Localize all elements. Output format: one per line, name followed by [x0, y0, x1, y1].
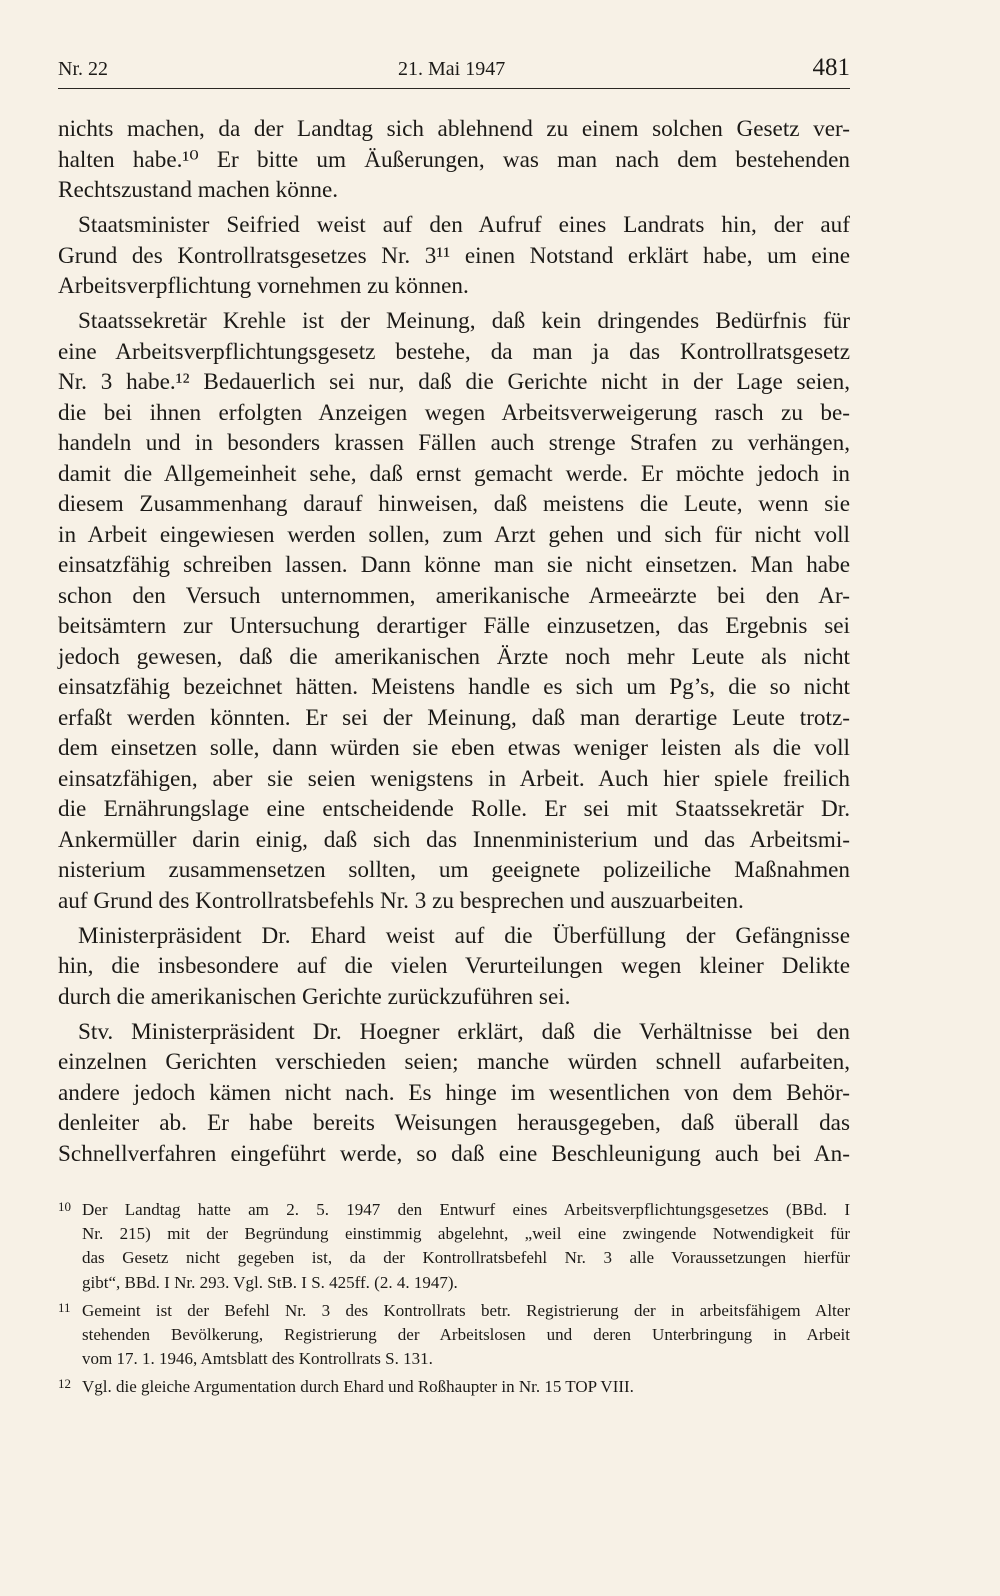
text-line: Schnellverfahren eingeführt werde, so daß eine Beschleunigung auch bei An-: [58, 1140, 850, 1167]
footnote-line: Der Landtag hatte am 2. 5. 1947 den Entwurf eines Arbeitsverpflichtungsgesetzes (BBd. I: [82, 1200, 850, 1219]
footnote: [58, 1299, 850, 1372]
body-text: [58, 114, 850, 1169]
footnote: [58, 1198, 850, 1295]
text-line: hin, die insbesondere auf die vielen Verurteilungen wegen kleiner Delikte: [58, 953, 850, 979]
text-line: in Arbeit eingewiesen werden sollen, zum Arzt gehen und sich für nicht voll: [58, 521, 850, 548]
header-date: 21. Mai 1947: [398, 58, 506, 80]
text-line: beitsämtern zur Untersuchung derartiger Fälle einzusetzen, das Ergebnis sei: [58, 613, 850, 639]
text-line: einsatzfähigen, aber sie seien wenigstens in Arbeit. Auch hier spiele freilich: [58, 765, 850, 792]
text-line: einzelnen Gerichten verschieden seien; manche würden schnell aufarbeiten,: [58, 1049, 850, 1075]
footnote-line: Gemeint ist der Befehl Nr. 3 des Kontrollrats betr. Registrierung der in arbeitsfähigem Alter: [82, 1300, 850, 1320]
footnote-line: gibt“, BBd. I Nr. 293. Vgl. StB. I S. 425ff. (2. 4. 1947).: [82, 1272, 458, 1292]
footnote-number: 11: [58, 1299, 71, 1315]
text-line: einsatzfähig bezeichnet hätten. Meistens handle es sich um Pg’s, die so nicht: [58, 674, 850, 700]
text-line: diesem Zusammenhang darauf hinweisen, daß meistens die Leute, wenn sie: [58, 491, 850, 517]
text-line: Arbeitsverpflichtung vornehmen zu können.: [58, 273, 469, 299]
page-number: 481: [812, 54, 850, 81]
header-rule: [58, 88, 850, 89]
text-line: denleiter ab. Er habe bereits Weisungen herausgegeben, daß überall das: [58, 1110, 850, 1136]
text-line: die bei ihnen erfolgten Anzeigen wegen Arbeitsverweigerung rasch zu be-: [58, 399, 850, 426]
running-header: [58, 48, 850, 88]
text-line: andere jedoch kämen nicht nach. Es hinge im wesentlichen von dem Behör-: [58, 1079, 850, 1106]
text-line: dem einsetzen solle, dann würden sie eben etwas weniger leisten als die voll: [58, 735, 850, 761]
footnote: [58, 1375, 850, 1399]
text-line: Grund des Kontrollratsgesetzes Nr. 3¹¹ einen Notstand erklärt habe, um eine: [58, 242, 850, 269]
text-line: Staatssekretär Krehle ist der Meinung, daß kein dringendes Bedürfnis für: [78, 308, 850, 334]
text-line: durch die amerikanischen Gerichte zurückzuführen sei.: [58, 983, 571, 1010]
text-line: halten habe.¹⁰ Er bitte um Äußerungen, was man nach dem bestehenden: [58, 146, 850, 173]
text-line: die Ernährungslage eine entscheidende Rolle. Er sei mit Staatssekretär Dr.: [58, 796, 850, 822]
footnote-line: vom 17. 1. 1946, Amtsblatt des Kontrollrats S. 131.: [82, 1349, 433, 1369]
text-line: nisterium zusammensetzen sollten, um geeignete polizeiliche Maßnahmen: [58, 857, 850, 883]
footnote-number: 10: [58, 1199, 71, 1214]
footnote-line: das Gesetz nicht gegeben ist, da der Kontrollratsbefehl Nr. 3 alle Voraussetzungen hierfür: [82, 1248, 850, 1268]
text-line: Rechtszustand machen könne.: [58, 177, 339, 203]
text-line: jedoch gewesen, daß die amerikanischen Ärzte noch mehr Leute als nicht: [58, 643, 850, 670]
text-line: einsatzfähig schreiben lassen. Dann könne man sie nicht einsetzen. Man habe: [58, 552, 850, 578]
text-line: Staatsminister Seifried weist auf den Aufruf eines Landrats hin, der auf: [78, 212, 850, 238]
text-line: Nr. 3 habe.¹² Bedauerlich sei nur, daß die Gerichte nicht in der Lage seien,: [58, 369, 850, 395]
text-line: handeln und in besonders krassen Fällen auch strenge Strafen zu verhängen,: [58, 430, 850, 456]
footnote-number: 12: [58, 1376, 71, 1392]
text-line: Ankermüller darin einig, daß sich das Innenministerium und das Arbeitsmi-: [58, 826, 850, 853]
issue-number: Nr. 22: [58, 58, 108, 80]
text-line: Stv. Ministerpräsident Dr. Hoegner erklärt, daß die Verhältnisse bei den: [78, 1018, 850, 1045]
text-line: eine Arbeitsverpflichtungsgesetz bestehe, da man ja das Kontrollratsgesetz: [58, 338, 850, 365]
text-line: auf Grund des Kontrollratsbefehls Nr. 3 zu besprechen und auszuarbeiten.: [58, 887, 744, 914]
text-line: Ministerpräsident Dr. Ehard weist auf die Überfüllung der Gefängnisse: [78, 922, 850, 949]
footnote-line: Nr. 215) mit der Begründung einstimmig abgelehnt, „weil eine zwingende Notwendigkeit für: [82, 1224, 850, 1244]
footnote-line: Vgl. die gleiche Argumentation durch Ehard und Roßhaupter in Nr. 15 TOP VIII.: [82, 1377, 634, 1397]
footnotes: [58, 1198, 850, 1404]
text-line: nichts machen, da der Landtag sich ablehnend zu einem solchen Gesetz ver-: [58, 116, 850, 142]
footnote-line: stehenden Bevölkerung, Registrierung der Arbeitslosen und deren Unterbringung in Arbeit: [82, 1324, 850, 1344]
text-line: schon den Versuch unternommen, amerikanische Armeeärzte bei den Ar-: [58, 582, 850, 609]
text-line: erfaßt werden könnten. Er sei der Meinung, daß man derartige Leute trotz-: [58, 704, 850, 731]
text-line: damit die Allgemeinheit sehe, daß ernst gemacht werde. Er möchte jedoch in: [58, 460, 850, 487]
